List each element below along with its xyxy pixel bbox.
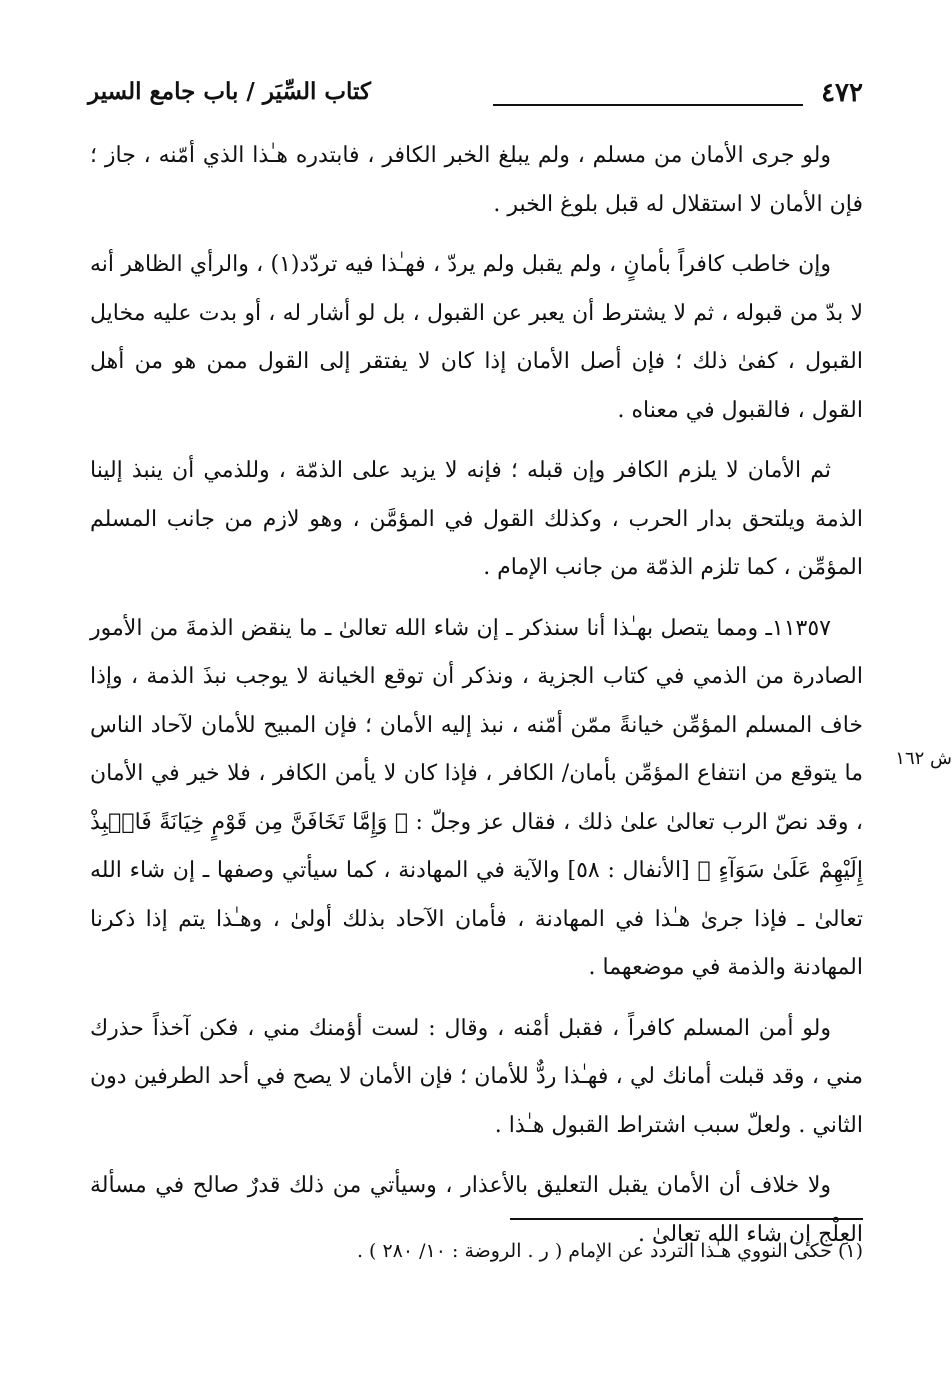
- running-title: كتاب السِّيَر / باب جامع السير: [88, 78, 371, 105]
- margin-note: ش ١٦٢: [895, 748, 952, 769]
- footnote: (١) حكى النووي هـٰذا التردد عن الإمام ( ر . الروضة : ١٠/ ٢٨٠ ) .: [356, 1240, 863, 1262]
- header-rule: [493, 104, 803, 106]
- paragraph: ثم الأمان لا يلزم الكافر وإن قبله ؛ فإنه لا يزيد على الذمّة ، وللذمي أن ينبذ إلينا الذمة ويلتحق بدار الحرب ، وكذلك القول في المؤمَّن ، وهو لازم من جانب المسلم المؤمِّن ، كما تلزم الذمّة من جانب الإمام .: [90, 458, 863, 580]
- page-header: [88, 78, 863, 118]
- paragraph: وإن خاطب كافراً بأمانٍ ، ولم يقبل ولم يردّ ، فهـٰذا فيه تردّد(١) ، والرأي الظاهر أنه لا بدّ من قبوله ، ثم لا يشترط أن يعبر عن القبول ، بل لو أشار له ، أو بدت عليه مخايل القبول ، كفىٰ ذلك ؛ فإن أصل الأمان إذا كان لا يفتقر إلى القول ممن هو من أهل القول ، فالقبول في معناه .: [90, 252, 863, 423]
- paragraph: ولا خلاف أن الأمان يقبل التعليق بالأعذار ، وسيأتي من ذلك قدرٌ صالح في مسألة العِلْج إن شاء الله تعالىٰ .: [90, 1173, 863, 1247]
- page-number: ٤٧٢: [821, 78, 863, 108]
- paragraph: ١١٣٥٧ـ ومما يتصل بهـٰذا أنا سنذكر ـ إن شاء الله تعالىٰ ـ ما ينقض الذمةَ من الأمور الصادرة من الذمي في كتاب الجزية ، ونذكر أن توقع الخيانة لا يوجب نبذَ الذمة ، وإذا خاف المسلم المؤمِّن خيانةً ممّن أمّنه ، نبذ إليه الأمان ؛ فإن المبيح للأمان لآحاد الناس ما يتوقع من انتفاع المؤمِّن بأمان/ الكافر ، فإذا كان لا يأمن الكافر ، فلا خير في الأمان ، وقد نصّ الرب تعالىٰ علىٰ ذلك ، فقال عز وجلّ : ﴿ وَإِمَّا تَخَافَنَّ مِن قَوْمٍ خِيَانَةً فَانۢبِذْ إِلَيْهِمْ عَلَىٰ سَوَآءٍ ﴾ [الأنفال : ٥٨] والآية في المهادنة ، كما سيأتي وصفها ـ إن شاء الله تعالىٰ ـ فإذا جرىٰ هـٰذا في المهادنة ، فأمان الآحاد بذلك أولىٰ ، وهـٰذا يتم إذا ذكرنا المهادنة والذمة في موضعهما .: [90, 615, 863, 980]
- body-text: [90, 132, 863, 1271]
- paragraph: ولو أمن المسلم كافراً ، فقبل أمْنه ، وقال : لست أؤمنك مني ، فكن آخذاً حذرك مني ، وقد قبلت أمانك لي ، فهـٰذا ردٌّ للأمان ؛ فإن الأمان لا يصح في أحد الطرفين دون الثاني . ولعلّ سبب اشتراط القبول هـٰذا .: [90, 1015, 863, 1138]
- paragraph: ولو جرى الأمان من مسلم ، ولم يبلغ الخبر الكافر ، فابتدره هـٰذا الذي أمّنه ، جاز ؛ فإن الأمان لا استقلال له قبل بلوغ الخبر .: [90, 143, 863, 217]
- footnote-rule: [510, 1218, 863, 1220]
